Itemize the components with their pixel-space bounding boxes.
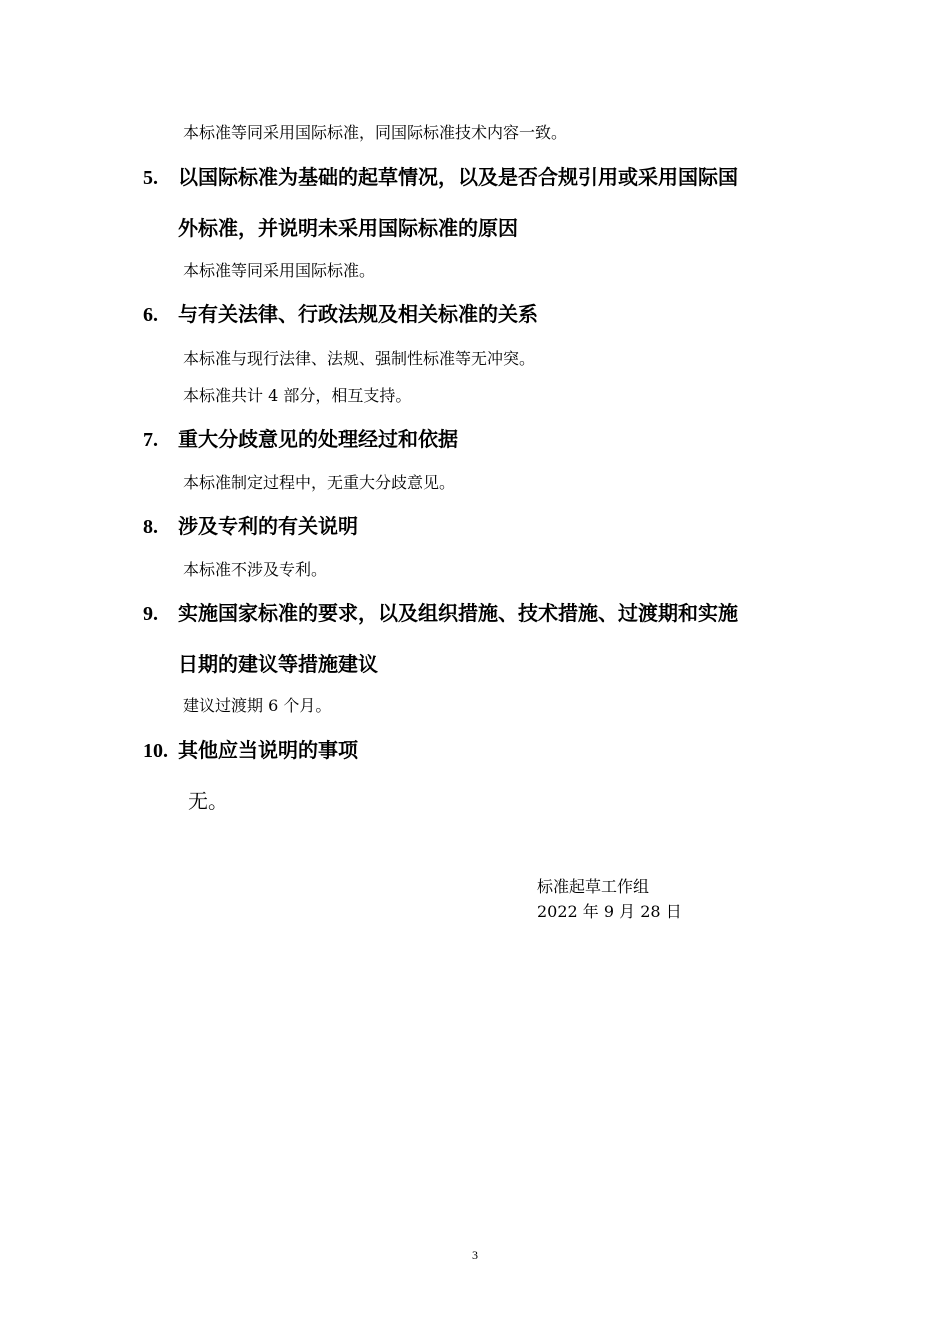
section-6-title: 与有关法律、行政法规及相关标准的关系: [178, 302, 538, 326]
section-5-body: 本标准等同采用国际标准。: [183, 261, 376, 280]
section-9-number: 9.: [143, 603, 158, 625]
section-6-heading: [143, 300, 538, 329]
section-9-body: 建议过渡期 6 个月。: [183, 696, 332, 715]
section-5-heading: [143, 163, 738, 242]
page-number: 3: [472, 1248, 478, 1262]
section-10-number: 10.: [143, 740, 168, 762]
section-10-heading: [143, 736, 358, 765]
section-6-body-2: 本标准共计 4 部分，相互支持。: [183, 386, 412, 405]
signature-org: 标准起草工作组: [537, 877, 650, 896]
section-10-title: 其他应当说明的事项: [178, 738, 358, 762]
section-6-body-1: 本标准与现行法律、法规、强制性标准等无冲突。: [183, 349, 536, 368]
section-5-number: 5.: [143, 167, 158, 189]
section-7-heading: [143, 425, 458, 454]
section-7-body: 本标准制定过程中，无重大分歧意见。: [183, 473, 456, 492]
section-9-heading: [143, 599, 738, 678]
section-7-title: 重大分歧意见的处理经过和依据: [178, 427, 458, 451]
section-8-heading: [143, 512, 358, 541]
signature-date: 2022 年 9 月 28 日: [537, 902, 682, 921]
section-10-body: 无。: [188, 789, 228, 813]
intro-paragraph: 本标准等同采用国际标准，同国际标准技术内容一致。: [183, 123, 568, 142]
section-5-title-line2: 外标准，并说明未采用国际标准的原因: [178, 216, 518, 240]
section-6-number: 6.: [143, 304, 158, 326]
section-7-number: 7.: [143, 429, 158, 451]
section-8-body: 本标准不涉及专利。: [183, 560, 328, 579]
section-9-title-line2: 日期的建议等措施建议: [178, 652, 378, 676]
section-5-title-line1: 以国际标准为基础的起草情况，以及是否合规引用或采用国际国: [178, 165, 738, 189]
section-9-title-line1: 实施国家标准的要求，以及组织措施、技术措施、过渡期和实施: [178, 601, 738, 625]
section-8-title: 涉及专利的有关说明: [178, 514, 358, 538]
section-8-number: 8.: [143, 516, 158, 538]
